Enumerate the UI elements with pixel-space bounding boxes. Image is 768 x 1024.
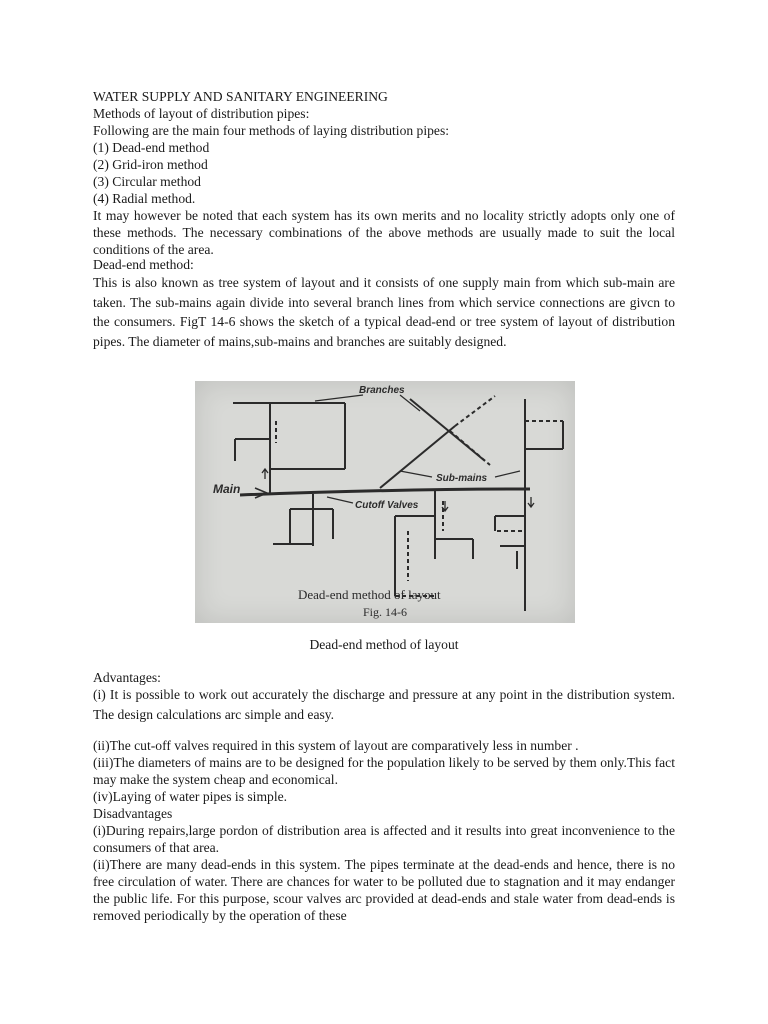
disadvantage-2: (ii)There are many dead-ends in this system. The pipes terminate at the dead-ends and hence, there is no free circulation of water. There are chances for water to be polluted due to stagnation and it may endanger the public life. For this purpose, scour valves arc provided at dead-ends and stale water from dead-ends is removed periodically by the operation of these — [93, 857, 675, 923]
figure-label-main: Main — [213, 482, 241, 496]
disadvantages-heading: Disadvantages — [93, 806, 173, 821]
deadend-paragraph: This is also known as tree system of layout and it consists of one supply main from which sub-main are taken. The sub-mains again divide into several branch lines from which service connections are givcn to the consumers. FigT 14-6 shows the sketch of a typical dead-end or tree system of layout of distribution pipes. The diameter of mains,sub-mains and branches are suitably designed. — [93, 275, 675, 349]
figure-caption: Dead-end method of layout — [309, 637, 459, 652]
label-leader — [495, 471, 520, 477]
note-paragraph: It may however be noted that each system has its own merits and no locality strictly adopts only one of these methods. The necessary combinations of the above methods are usually made to suit the local conditions of the area. — [93, 208, 675, 257]
cutoff-valve-icon — [528, 497, 534, 507]
advantage-4: (iv)Laying of water pipes is simple. — [93, 789, 288, 804]
deadend-heading: Dead-end method: — [93, 257, 194, 272]
document-title: WATER SUPPLY AND SANITARY ENGINEERING — [93, 89, 388, 104]
label-leader — [400, 395, 420, 411]
intro-text: Following are the main four methods of laying distribution pipes: — [93, 123, 450, 138]
label-leader — [400, 471, 432, 477]
advantages-heading: Advantages: — [93, 670, 161, 685]
cutoff-valve-icon — [262, 469, 268, 479]
figure-inner-caption: Dead-end method of layout — [298, 587, 441, 602]
disadvantage-1: (i)During repairs,large pordon of distribution area is affected and it results into great inconvenience to the consumers of that area. — [93, 823, 675, 855]
figure-label-branches: Branches — [359, 385, 405, 396]
figure-label-submains: Sub-mains — [436, 473, 488, 484]
dead-end-layout-figure — [195, 381, 575, 623]
figure-label-cutoff: Cutoff Valves — [355, 500, 419, 511]
method-item-4: (4) Radial method. — [93, 191, 196, 206]
dead-end-layout-diagram — [195, 381, 575, 623]
method-item-2: (2) Grid-iron method — [93, 157, 208, 172]
figure-number: Fig. 14-6 — [363, 605, 408, 619]
advantage-2: (ii)The cut-off valves required in this system of layout are comparatively less in number . — [93, 738, 579, 753]
main-pipe-line — [240, 489, 530, 495]
advantage-3: (iii)The diameters of mains are to be designed for the population likely to be served by them only.This fact may make the system cheap and economical. — [93, 755, 675, 787]
method-item-3: (3) Circular method — [93, 174, 201, 189]
label-leader — [315, 395, 363, 401]
branch-dashed — [455, 396, 495, 426]
label-leader — [327, 497, 353, 503]
section-subtitle: Methods of layout of distribution pipes: — [93, 106, 310, 121]
advantage-1: (i) It is possible to work out accurately the discharge and pressure at any point in the distribution system. The design calculations arc simple and easy. — [93, 687, 675, 722]
method-item-1: (1) Dead-end method — [93, 140, 210, 155]
